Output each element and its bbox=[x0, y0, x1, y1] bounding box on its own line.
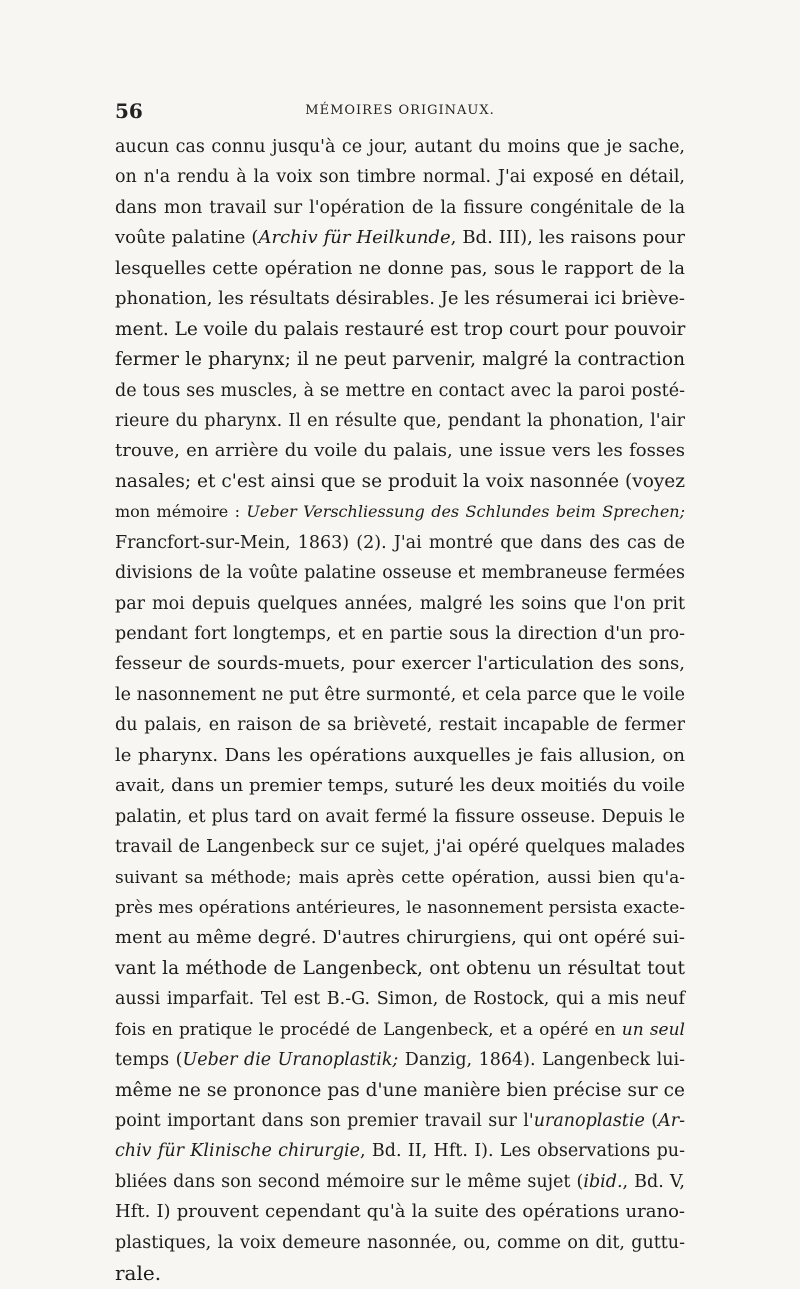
text-line bbox=[115, 984, 685, 1014]
text-line bbox=[115, 1106, 685, 1136]
text-line bbox=[115, 1228, 685, 1258]
text-run: voûte palatine ( bbox=[115, 227, 259, 249]
text-run: vant la méthode de Langenbeck, ont obtenu un résultat tout bbox=[115, 957, 685, 979]
text-line bbox=[115, 467, 685, 497]
text-line bbox=[115, 954, 685, 984]
text-line bbox=[115, 1076, 685, 1106]
text-line bbox=[115, 832, 685, 862]
text-line bbox=[115, 710, 685, 740]
text-run: ( bbox=[644, 1111, 659, 1131]
text-run: phonation, les résultats désirables. Je les résumerai ici briève- bbox=[115, 288, 685, 310]
text-run: Danzig, 1864). Langenbeck lui- bbox=[398, 1050, 685, 1071]
text-run: travail de Langenbeck sur ce sujet, j'ai opéré quelques malades bbox=[115, 837, 685, 858]
text-line bbox=[115, 893, 685, 923]
text-line bbox=[115, 680, 685, 710]
text-run: , Bd. II, Hft. I). Les observations pu- bbox=[360, 1141, 685, 1162]
text-line bbox=[115, 284, 685, 314]
italic-run: Ueber Verschliessung des Schlundes beim Sprechen; bbox=[246, 502, 685, 522]
text-line bbox=[115, 802, 685, 832]
text-run: palatin, et plus tard on avait fermé la fissure osseuse. Depuis le bbox=[115, 806, 685, 827]
text-line bbox=[115, 376, 685, 406]
text-run: aucun cas connu jusqu'à ce jour, autant du moins que je sache, bbox=[115, 137, 685, 157]
text-run: trouve, en arrière du voile du palais, une issue vers les fosses bbox=[115, 440, 685, 462]
text-run: Francfort-sur-Mein, 1863) (2). J'ai montré que dans des cas de bbox=[115, 532, 685, 553]
text-line bbox=[115, 406, 685, 436]
text-line bbox=[115, 1197, 685, 1227]
text-run: , Bd. V, bbox=[622, 1171, 685, 1192]
italic-run: ibid. bbox=[583, 1171, 623, 1192]
text-run: ment. Le voile du palais restauré est trop court pour pouvoir bbox=[115, 318, 686, 340]
text-run: près mes opérations antérieures, le nasonnement persista exacte- bbox=[115, 897, 685, 918]
text-line bbox=[115, 649, 685, 679]
text-line bbox=[115, 1167, 685, 1197]
text-run: plastiques, la voix demeure nasonnée, ou, comme on dit, guttu- bbox=[115, 1232, 685, 1253]
italic-run: Ar- bbox=[658, 1111, 685, 1131]
text-run: suivant sa méthode; mais après cette opération, aussi bien qu'a- bbox=[115, 867, 685, 888]
text-run: fermer le pharynx; il ne peut parvenir, malgré la contraction bbox=[115, 349, 685, 371]
text-run: le nasonnement ne put être surmonté, et cela parce que le voile bbox=[115, 684, 685, 705]
text-line bbox=[115, 863, 685, 893]
text-line bbox=[115, 558, 685, 588]
italic-run: uranoplastie bbox=[533, 1111, 645, 1131]
text-run: par moi depuis quelques années, malgré les soins que l'on prit bbox=[115, 593, 685, 614]
text-run: même ne se prononce pas d'une manière bien précise sur ce bbox=[115, 1079, 685, 1101]
text-run: ment au même degré. D'autres chirurgiens, qui ont opéré sui- bbox=[115, 927, 685, 949]
text-run: avait, dans un premier temps, suturé les deux moitiés du voile bbox=[115, 775, 685, 797]
text-line bbox=[115, 619, 685, 649]
text-line bbox=[115, 497, 685, 527]
text-line bbox=[115, 315, 685, 345]
page-number: 56 bbox=[115, 99, 143, 123]
text-line bbox=[115, 1258, 685, 1288]
text-run: temps ( bbox=[115, 1050, 183, 1071]
text-run: bliées dans son second mémoire sur le même sujet ( bbox=[115, 1171, 584, 1192]
text-run: fois en pratique le procédé de Langenbeck, et a opéré en bbox=[115, 1019, 622, 1040]
text-line bbox=[115, 162, 685, 192]
italic-run: Ueber die Uranoplastik; bbox=[182, 1050, 399, 1071]
running-title: MÉMOIRES ORIGINAUX. bbox=[305, 103, 495, 118]
text-line bbox=[115, 771, 685, 801]
text-line bbox=[115, 223, 685, 253]
text-run: du palais, en raison de sa brièveté, restait incapable de fermer bbox=[115, 715, 685, 736]
text-run: dans mon travail sur l'opération de la fissure congénitale de la bbox=[115, 197, 685, 218]
text-run: , Bd. III), les raisons pour bbox=[450, 227, 686, 249]
page-header bbox=[115, 99, 685, 123]
text-line bbox=[115, 254, 685, 284]
text-run: rieure du pharynx. Il en résulte que, pendant la phonation, l'air bbox=[115, 410, 685, 431]
text-line bbox=[115, 741, 685, 771]
text-run: aussi imparfait. Tel est B.-G. Simon, de Rostock, qui a mis neuf bbox=[115, 989, 685, 1010]
text-line bbox=[115, 528, 685, 558]
text-run: fesseur de sourds-muets, pour exercer l'articulation des sons, bbox=[115, 653, 685, 675]
text-run: pendant fort longtemps, et en partie sous la direction d'un pro- bbox=[115, 624, 685, 644]
text-line bbox=[115, 132, 685, 162]
text-run: rale. bbox=[115, 1261, 162, 1286]
text-run: divisions de la voûte palatine osseuse et membraneuse fermées bbox=[115, 563, 685, 584]
italic-run: Archiv für Heilkunde bbox=[258, 227, 451, 249]
text-line bbox=[115, 1045, 685, 1075]
text-run: de tous ses muscles, à se mettre en contact avec la paroi posté- bbox=[115, 380, 685, 401]
italic-run: chiv für Klinische chirurgie bbox=[115, 1141, 361, 1162]
italic-run: un seul bbox=[621, 1019, 685, 1040]
text-line bbox=[115, 589, 685, 619]
text-run: lesquelles cette opération ne donne pas, sous le rapport de la bbox=[115, 257, 685, 279]
text-run: nasales; et c'est ainsi que se produit la voix nasonnée (voyez bbox=[115, 470, 685, 492]
text-run: le pharynx. Dans les opérations auxquelles je fais allusion, on bbox=[115, 744, 685, 766]
text-line bbox=[115, 436, 685, 466]
text-run: mon mémoire : bbox=[115, 502, 247, 522]
text-line bbox=[115, 1136, 685, 1166]
body-text bbox=[115, 132, 685, 1289]
text-line bbox=[115, 345, 685, 375]
text-run: point important dans son premier travail sur l' bbox=[115, 1111, 534, 1131]
text-run: on n'a rendu à la voix son timbre normal. J'ai exposé en détail, bbox=[115, 167, 685, 188]
text-run: Hft. I) prouvent cependant qu'à la suite des opérations urano- bbox=[115, 1201, 685, 1223]
text-line bbox=[115, 1015, 685, 1045]
text-line bbox=[115, 193, 685, 223]
text-line bbox=[115, 923, 685, 953]
